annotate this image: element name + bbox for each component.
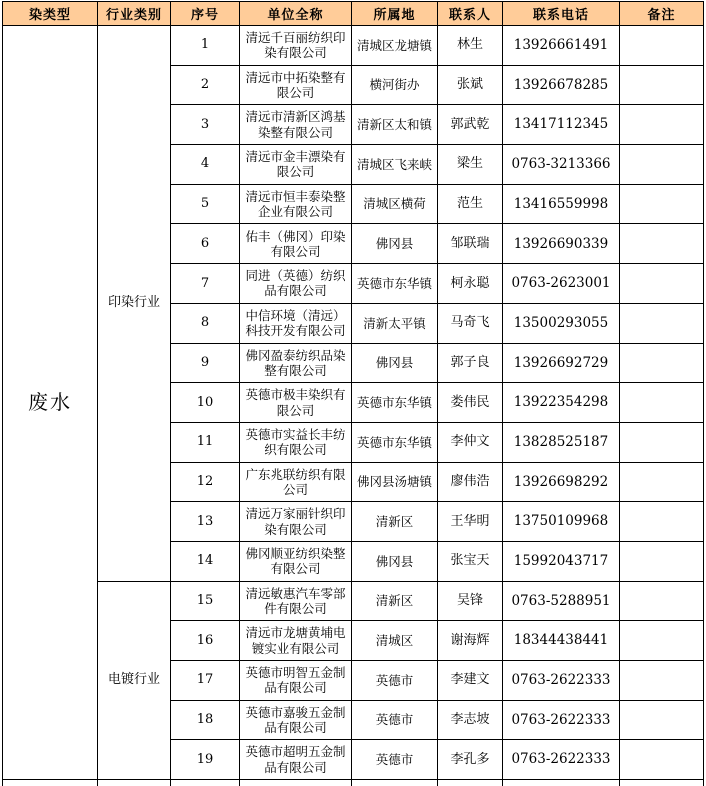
location-cell: 英德市东华镇 bbox=[352, 264, 438, 304]
contact-cell: 李建文 bbox=[438, 661, 503, 701]
company-cell: 英德市实益长丰纺织有限公司 bbox=[240, 422, 352, 462]
company-cell: 佛冈盈泰纺织品染整有限公司 bbox=[240, 343, 352, 383]
location-cell: 英德市东华镇 bbox=[352, 383, 438, 423]
phone-cell: 13417112345 bbox=[503, 105, 620, 145]
table-header bbox=[3, 2, 704, 26]
contact-cell: 张宝天 bbox=[438, 541, 503, 581]
header-company: 单位全称 bbox=[240, 2, 352, 26]
remark-cell bbox=[620, 303, 704, 343]
serial-cell: 5 bbox=[171, 184, 240, 224]
location-cell: 清新区 bbox=[352, 502, 438, 542]
partial-row bbox=[3, 780, 704, 786]
table-body bbox=[3, 26, 704, 786]
company-cell: 英德市超明五金制品有限公司 bbox=[240, 740, 352, 780]
contact-cell: 范生 bbox=[438, 184, 503, 224]
location-cell: 清城区 bbox=[352, 621, 438, 661]
serial-cell: 15 bbox=[171, 581, 240, 621]
serial-cell: 16 bbox=[171, 621, 240, 661]
contact-data-table bbox=[2, 1, 704, 786]
contact-cell: 李志坡 bbox=[438, 700, 503, 740]
contact-cell: 郭子良 bbox=[438, 343, 503, 383]
location-cell: 英德市 bbox=[352, 740, 438, 780]
location-cell: 佛冈县 bbox=[352, 343, 438, 383]
phone-cell: 0763-2623001 bbox=[503, 264, 620, 304]
serial-cell: 8 bbox=[171, 303, 240, 343]
company-cell: 清远市金丰漂染有限公司 bbox=[240, 145, 352, 185]
company-cell: 佛冈顺亚纺织染整有限公司 bbox=[240, 541, 352, 581]
serial-cell: 2 bbox=[171, 65, 240, 105]
contact-cell: 王华明 bbox=[438, 502, 503, 542]
remark-cell bbox=[620, 422, 704, 462]
serial-cell: 13 bbox=[171, 502, 240, 542]
header-phone: 联系电话 bbox=[503, 2, 620, 26]
company-cell: 清远市龙塘黄埔电镀实业有限公司 bbox=[240, 621, 352, 661]
header-location: 所属地 bbox=[352, 2, 438, 26]
location-cell: 清新区太和镇 bbox=[352, 105, 438, 145]
contact-cell: 廖伟浩 bbox=[438, 462, 503, 502]
contact-cell: 李孔多 bbox=[438, 740, 503, 780]
company-cell: 英德市明智五金制品有限公司 bbox=[240, 661, 352, 701]
phone-cell: 0763-2622333 bbox=[503, 661, 620, 701]
location-cell: 清新太平镇 bbox=[352, 303, 438, 343]
partial-cell bbox=[352, 780, 438, 786]
partial-cell bbox=[171, 780, 240, 786]
header-serial: 序号 bbox=[171, 2, 240, 26]
phone-cell: 13922354298 bbox=[503, 383, 620, 423]
partial-cell bbox=[3, 780, 98, 786]
serial-cell: 4 bbox=[171, 145, 240, 185]
company-cell: 广东兆联纺织有限公司 bbox=[240, 462, 352, 502]
location-cell: 佛冈县 bbox=[352, 224, 438, 264]
remark-cell bbox=[620, 502, 704, 542]
remark-cell bbox=[620, 383, 704, 423]
location-cell: 横河街办 bbox=[352, 65, 438, 105]
phone-cell: 13926690339 bbox=[503, 224, 620, 264]
industry-cell-electroplating: 电镀行业 bbox=[98, 581, 171, 779]
remark-cell bbox=[620, 184, 704, 224]
company-cell: 清远万家丽针织印染有限公司 bbox=[240, 502, 352, 542]
phone-cell: 0763-2622333 bbox=[503, 740, 620, 780]
remark-cell bbox=[620, 26, 704, 66]
location-cell: 佛冈县汤塘镇 bbox=[352, 462, 438, 502]
contact-cell: 吴锋 bbox=[438, 581, 503, 621]
partial-cell bbox=[98, 780, 171, 786]
serial-cell: 14 bbox=[171, 541, 240, 581]
company-cell: 清远市中拓染整有限公司 bbox=[240, 65, 352, 105]
phone-cell: 0763-2622333 bbox=[503, 700, 620, 740]
contact-cell: 林生 bbox=[438, 26, 503, 66]
serial-cell: 18 bbox=[171, 700, 240, 740]
phone-cell: 0763-5288951 bbox=[503, 581, 620, 621]
company-cell: 同进（英德）纺织品有限公司 bbox=[240, 264, 352, 304]
serial-cell: 3 bbox=[171, 105, 240, 145]
company-cell: 英德市嘉骏五金制品有限公司 bbox=[240, 700, 352, 740]
contact-cell: 李仲文 bbox=[438, 422, 503, 462]
table-row bbox=[3, 26, 704, 66]
location-cell: 佛冈县 bbox=[352, 541, 438, 581]
serial-cell: 1 bbox=[171, 26, 240, 66]
contact-cell: 邹联瑞 bbox=[438, 224, 503, 264]
company-cell: 清远市恒丰泰染整企业有限公司 bbox=[240, 184, 352, 224]
remark-cell bbox=[620, 224, 704, 264]
company-cell: 佑丰（佛冈）印染有限公司 bbox=[240, 224, 352, 264]
phone-cell: 18344438441 bbox=[503, 621, 620, 661]
phone-cell: 13750109968 bbox=[503, 502, 620, 542]
phone-cell: 13926698292 bbox=[503, 462, 620, 502]
table-row bbox=[3, 581, 704, 621]
remark-cell bbox=[620, 621, 704, 661]
remark-cell bbox=[620, 581, 704, 621]
contact-cell: 梁生 bbox=[438, 145, 503, 185]
contact-cell: 娄伟民 bbox=[438, 383, 503, 423]
serial-cell: 7 bbox=[171, 264, 240, 304]
phone-cell: 13416559998 bbox=[503, 184, 620, 224]
phone-cell: 13500293055 bbox=[503, 303, 620, 343]
serial-cell: 17 bbox=[171, 661, 240, 701]
phone-cell: 13926678285 bbox=[503, 65, 620, 105]
partial-cell bbox=[240, 780, 352, 786]
location-cell: 清城区横荷 bbox=[352, 184, 438, 224]
location-cell: 清城区飞来峡 bbox=[352, 145, 438, 185]
company-cell: 中信环境（清远）科技开发有限公司 bbox=[240, 303, 352, 343]
partial-cell bbox=[620, 780, 704, 786]
contact-cell: 张斌 bbox=[438, 65, 503, 105]
header-row bbox=[3, 2, 704, 26]
serial-cell: 10 bbox=[171, 383, 240, 423]
company-cell: 清远市清新区鸿基染整有限公司 bbox=[240, 105, 352, 145]
phone-cell: 13926661491 bbox=[503, 26, 620, 66]
partial-cell bbox=[438, 780, 503, 786]
remark-cell bbox=[620, 740, 704, 780]
location-cell: 英德市 bbox=[352, 700, 438, 740]
remark-cell bbox=[620, 145, 704, 185]
header-remark: 备注 bbox=[620, 2, 704, 26]
location-cell: 清新区 bbox=[352, 581, 438, 621]
remark-cell bbox=[620, 541, 704, 581]
remark-cell bbox=[620, 462, 704, 502]
contact-cell: 郭武乾 bbox=[438, 105, 503, 145]
phone-cell: 15992043717 bbox=[503, 541, 620, 581]
header-dye-type: 染类型 bbox=[3, 2, 98, 26]
remark-cell bbox=[620, 700, 704, 740]
industry-cell-dyeing: 印染行业 bbox=[98, 26, 171, 582]
serial-cell: 6 bbox=[171, 224, 240, 264]
dye-type-cell: 废水 bbox=[3, 26, 98, 780]
remark-cell bbox=[620, 65, 704, 105]
contact-cell: 谢海辉 bbox=[438, 621, 503, 661]
phone-cell: 0763-3213366 bbox=[503, 145, 620, 185]
serial-cell: 19 bbox=[171, 740, 240, 780]
remark-cell bbox=[620, 661, 704, 701]
serial-cell: 12 bbox=[171, 462, 240, 502]
company-cell: 清远千百丽纺织印染有限公司 bbox=[240, 26, 352, 66]
location-cell: 英德市 bbox=[352, 661, 438, 701]
serial-cell: 11 bbox=[171, 422, 240, 462]
serial-cell: 9 bbox=[171, 343, 240, 383]
contact-cell: 马奇飞 bbox=[438, 303, 503, 343]
remark-cell bbox=[620, 343, 704, 383]
remark-cell bbox=[620, 264, 704, 304]
remark-cell bbox=[620, 105, 704, 145]
header-contact: 联系人 bbox=[438, 2, 503, 26]
location-cell: 清城区龙塘镇 bbox=[352, 26, 438, 66]
phone-cell: 13828525187 bbox=[503, 422, 620, 462]
header-industry: 行业类别 bbox=[98, 2, 171, 26]
company-cell: 英德市极丰染织有限公司 bbox=[240, 383, 352, 423]
company-cell: 清远敏惠汽车零部件有限公司 bbox=[240, 581, 352, 621]
contact-cell: 柯永聪 bbox=[438, 264, 503, 304]
location-cell: 英德市东华镇 bbox=[352, 422, 438, 462]
phone-cell: 13926692729 bbox=[503, 343, 620, 383]
partial-cell bbox=[503, 780, 620, 786]
